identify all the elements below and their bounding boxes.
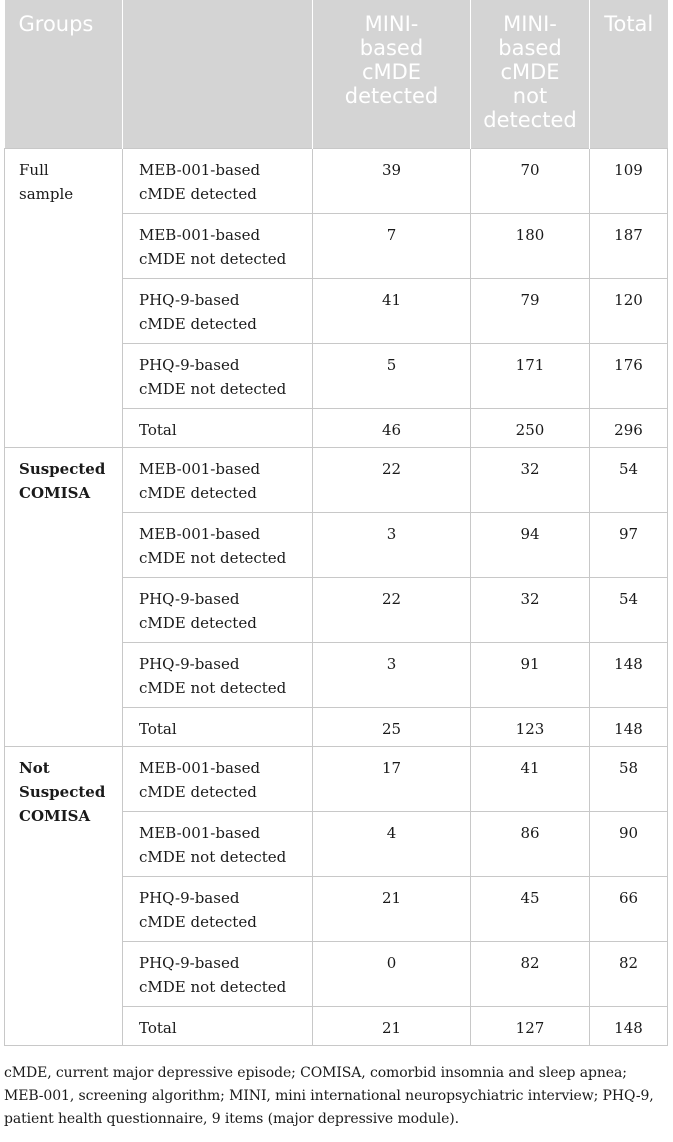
group-label: Suspected COMISA (5, 447, 123, 746)
header-groups: Groups (5, 0, 123, 148)
row-label: PHQ-9-based cMDE not detected (123, 642, 313, 707)
cell-total: 66 (590, 876, 668, 941)
cell-not-detected: 41 (471, 746, 590, 811)
cell-total: 148 (590, 642, 668, 707)
row-label: Total (123, 408, 313, 447)
cell-not-detected: 45 (471, 876, 590, 941)
cell-not-detected: 250 (471, 408, 590, 447)
cell-detected: 3 (313, 642, 471, 707)
header-mini-detected: MINI- based cMDE detected (313, 0, 471, 148)
cell-total: 187 (590, 213, 668, 278)
cell-not-detected: 91 (471, 642, 590, 707)
row-label: Total (123, 1006, 313, 1045)
cell-detected: 17 (313, 746, 471, 811)
cell-total: 120 (590, 278, 668, 343)
cell-not-detected: 32 (471, 577, 590, 642)
cell-total: 97 (590, 512, 668, 577)
table-row (5, 447, 668, 512)
cell-total: 58 (590, 746, 668, 811)
row-label: PHQ-9-based cMDE detected (123, 278, 313, 343)
results-table (4, 0, 668, 1046)
row-label: PHQ-9-based cMDE detected (123, 577, 313, 642)
cell-not-detected: 180 (471, 213, 590, 278)
cell-total: 109 (590, 148, 668, 213)
row-label: PHQ-9-based cMDE detected (123, 876, 313, 941)
row-label: MEB-001-based cMDE not detected (123, 512, 313, 577)
row-label: PHQ-9-based cMDE not detected (123, 941, 313, 1006)
cell-total: 148 (590, 707, 668, 746)
cell-detected: 7 (313, 213, 471, 278)
cell-not-detected: 123 (471, 707, 590, 746)
cell-detected: 21 (313, 1006, 471, 1045)
row-label: MEB-001-based cMDE not detected (123, 213, 313, 278)
cell-not-detected: 79 (471, 278, 590, 343)
cell-total: 176 (590, 343, 668, 408)
row-label: PHQ-9-based cMDE not detected (123, 343, 313, 408)
cell-total: 82 (590, 941, 668, 1006)
cell-total: 54 (590, 447, 668, 512)
table-row (5, 746, 668, 811)
cell-not-detected: 94 (471, 512, 590, 577)
cell-detected: 25 (313, 707, 471, 746)
cell-detected: 22 (313, 447, 471, 512)
cell-detected: 3 (313, 512, 471, 577)
cell-not-detected: 32 (471, 447, 590, 512)
table-footnote: cMDE, current major depressive episode; COMISA, comorbid insomnia and sleep apnea; MEB-001, screening algorithm; MINI, mini international neuropsychiatric interview; PHQ-9, patient health questionnaire, 9 items (major depressive module). (4, 1065, 654, 1127)
cell-detected: 22 (313, 577, 471, 642)
cell-detected: 4 (313, 811, 471, 876)
cell-total: 148 (590, 1006, 668, 1045)
cell-detected: 0 (313, 941, 471, 1006)
header-mini-not-detected: MINI- based cMDE not detected (471, 0, 590, 148)
row-label: MEB-001-based cMDE detected (123, 148, 313, 213)
row-label: MEB-001-based cMDE detected (123, 746, 313, 811)
cell-total: 54 (590, 577, 668, 642)
cell-detected: 46 (313, 408, 471, 447)
cell-not-detected: 171 (471, 343, 590, 408)
cell-detected: 5 (313, 343, 471, 408)
cell-not-detected: 127 (471, 1006, 590, 1045)
cell-detected: 21 (313, 876, 471, 941)
cell-detected: 41 (313, 278, 471, 343)
group-label: Full sample (5, 148, 123, 447)
cell-not-detected: 70 (471, 148, 590, 213)
row-label: MEB-001-based cMDE detected (123, 447, 313, 512)
cell-total: 296 (590, 408, 668, 447)
cell-detected: 39 (313, 148, 471, 213)
row-label: Total (123, 707, 313, 746)
table-row (5, 148, 668, 213)
cell-not-detected: 86 (471, 811, 590, 876)
cell-total: 90 (590, 811, 668, 876)
group-label: Not Suspected COMISA (5, 746, 123, 1045)
cell-not-detected: 82 (471, 941, 590, 1006)
header-blank (123, 0, 313, 148)
header-total: Total (590, 0, 668, 148)
header-row (5, 0, 668, 148)
row-label: MEB-001-based cMDE not detected (123, 811, 313, 876)
